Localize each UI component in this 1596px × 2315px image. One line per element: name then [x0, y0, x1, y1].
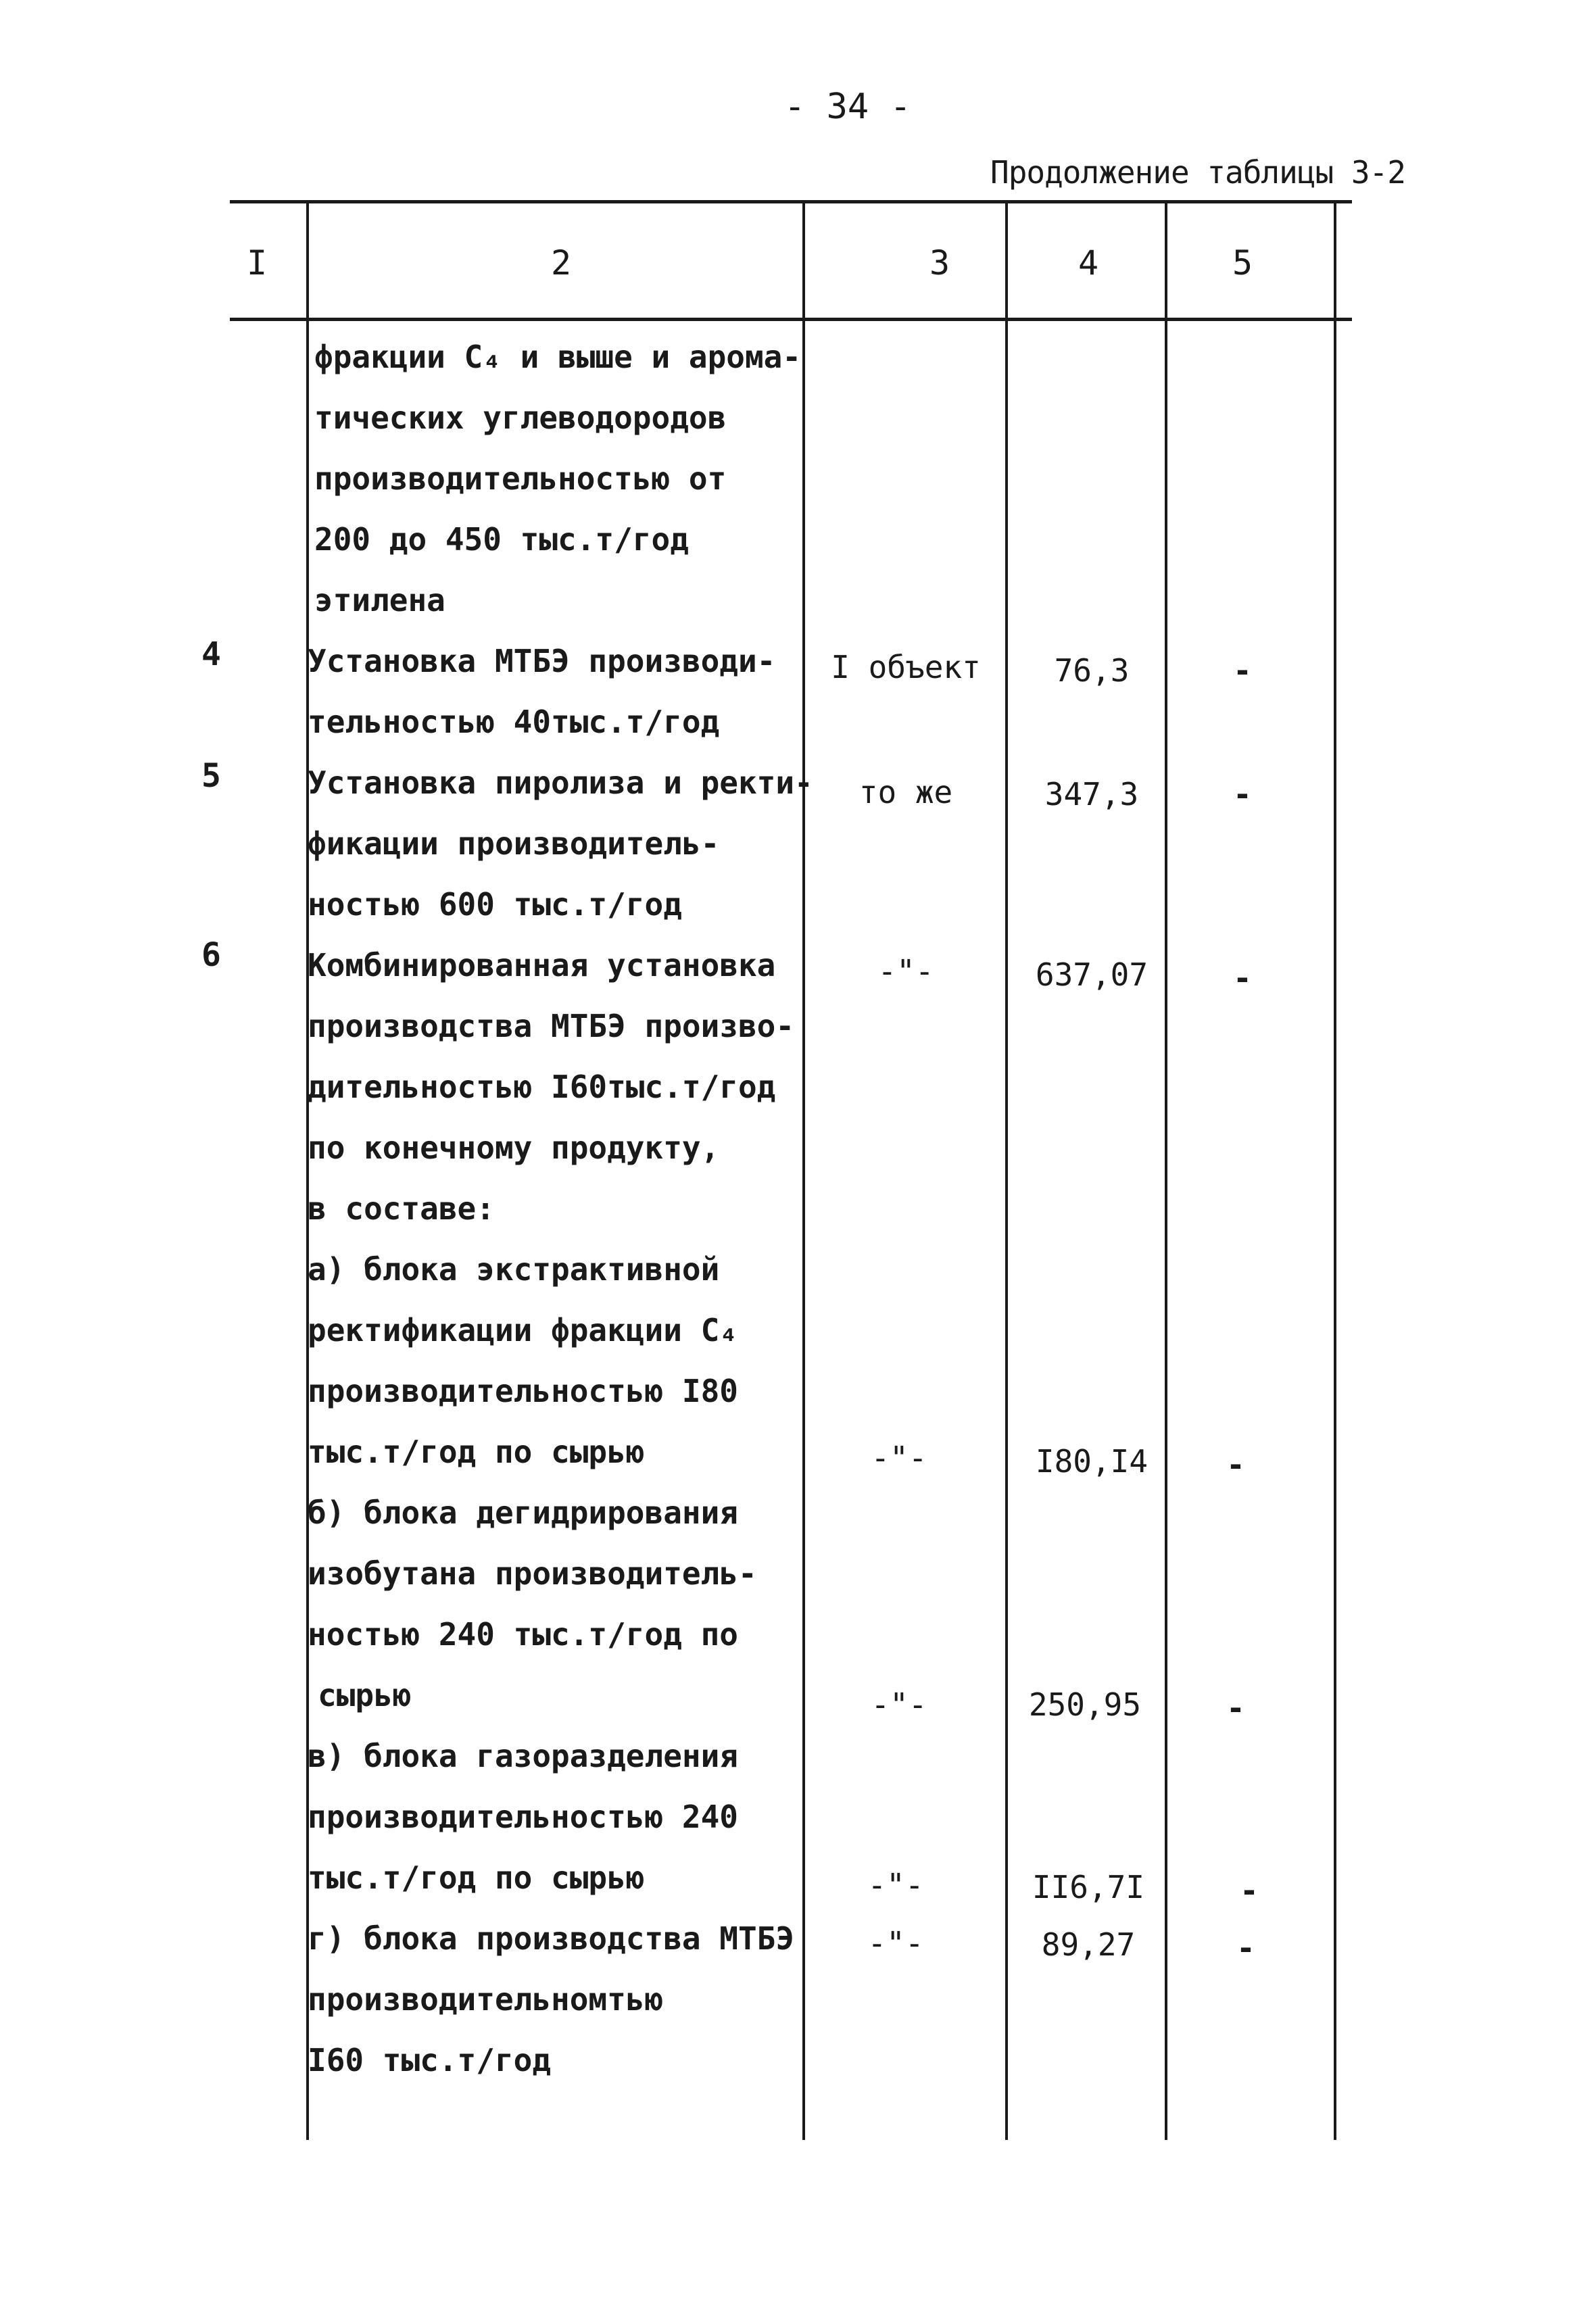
- column-divider-1: [306, 200, 309, 2140]
- cost-cell: 637,07: [1035, 956, 1148, 993]
- col5-cell: -: [1226, 1446, 1245, 1483]
- desc-line: производительностью 240: [308, 1799, 738, 1835]
- desc-line: фикации производитель-: [308, 825, 720, 862]
- quantity-cell: -"-: [877, 953, 934, 990]
- desc-line: производства МТБЭ произво-: [308, 1008, 795, 1044]
- cost-cell: II6,7I: [1032, 1869, 1145, 1905]
- desc-line: тельностью 40тыс.т/год: [308, 704, 720, 740]
- col5-cell: -: [1233, 960, 1252, 996]
- desc-line: 200 до 450 тыс.т/год: [314, 521, 689, 558]
- quantity-cell: -"-: [871, 1686, 927, 1723]
- col5-cell: -: [1240, 1872, 1259, 1909]
- desc-line: фракции С₄ и выше и арома-: [314, 339, 802, 375]
- desc-line: производительномтью: [308, 1981, 664, 2018]
- quantity-cell: -"-: [871, 1440, 927, 1476]
- desc-line: а) блока экстрактивной: [308, 1251, 720, 1288]
- desc-line: сырью: [318, 1677, 412, 1713]
- column-divider-2: [802, 200, 805, 2140]
- quantity-cell: -"-: [867, 1867, 924, 1903]
- header-col-4: 4: [1078, 243, 1099, 283]
- row-number-5: 5: [201, 757, 221, 795]
- header-col-3: 3: [929, 243, 950, 283]
- desc-line: в) блока газоразделения: [308, 1738, 738, 1774]
- cost-cell: 76,3: [1054, 652, 1130, 689]
- header-col-5: 5: [1232, 243, 1253, 283]
- page-number: - 34 -: [784, 87, 911, 127]
- cost-cell: I80,I4: [1035, 1443, 1148, 1480]
- desc-line: изобутана производитель-: [308, 1555, 757, 1592]
- quantity-cell: то же: [859, 774, 953, 810]
- col5-cell: -: [1226, 1690, 1245, 1726]
- desc-line: I60 тыс.т/год: [308, 2042, 552, 2078]
- header-col-1: I: [246, 243, 268, 283]
- desc-line: ностью 240 тыс.т/год по: [308, 1616, 738, 1653]
- desc-line: дительностью I60тыс.т/год: [308, 1069, 776, 1105]
- desc-line: г) блока производства МТБЭ: [308, 1920, 795, 1957]
- desc-line: производительностью I80: [308, 1373, 738, 1409]
- cost-cell: 250,95: [1028, 1686, 1142, 1723]
- desc-line: этилена: [314, 582, 445, 618]
- table-top-rule: [230, 200, 1352, 203]
- desc-line: тыс.т/год по сырью: [308, 1859, 645, 1896]
- desc-line: Установка пиролиза и ректи-: [308, 764, 813, 801]
- col5-cell: -: [1233, 776, 1252, 812]
- cost-cell: 89,27: [1041, 1926, 1136, 1963]
- cost-cell: 347,3: [1044, 776, 1139, 812]
- table-header-rule: [230, 318, 1352, 321]
- quantity-cell: I объект: [831, 649, 981, 685]
- quantity-cell: -"-: [867, 1925, 924, 1961]
- desc-line: по конечному продукту,: [308, 1129, 720, 1166]
- col5-cell: -: [1236, 1930, 1255, 1966]
- row-number-4: 4: [201, 635, 221, 673]
- column-divider-4: [1165, 200, 1167, 2140]
- desc-line: Комбинированная установка: [308, 947, 776, 983]
- desc-line: тических углеводородов: [314, 399, 727, 436]
- table-caption: Продолжение таблицы 3-2: [990, 154, 1405, 191]
- desc-line: в составе:: [308, 1190, 495, 1227]
- desc-line: тыс.т/год по сырью: [308, 1434, 645, 1470]
- desc-line: ностью 600 тыс.т/год: [308, 886, 682, 923]
- desc-line: ректификации фракции С₄: [308, 1312, 738, 1348]
- desc-line: б) блока дегидрирования: [308, 1494, 738, 1531]
- desc-line: производительностью от: [314, 460, 727, 497]
- column-divider-3: [1005, 200, 1008, 2140]
- desc-line: Установка МТБЭ производи-: [308, 643, 776, 679]
- column-divider-5: [1334, 200, 1336, 2140]
- header-col-2: 2: [550, 243, 572, 283]
- row-number-6: 6: [201, 936, 221, 974]
- col5-cell: -: [1233, 652, 1252, 689]
